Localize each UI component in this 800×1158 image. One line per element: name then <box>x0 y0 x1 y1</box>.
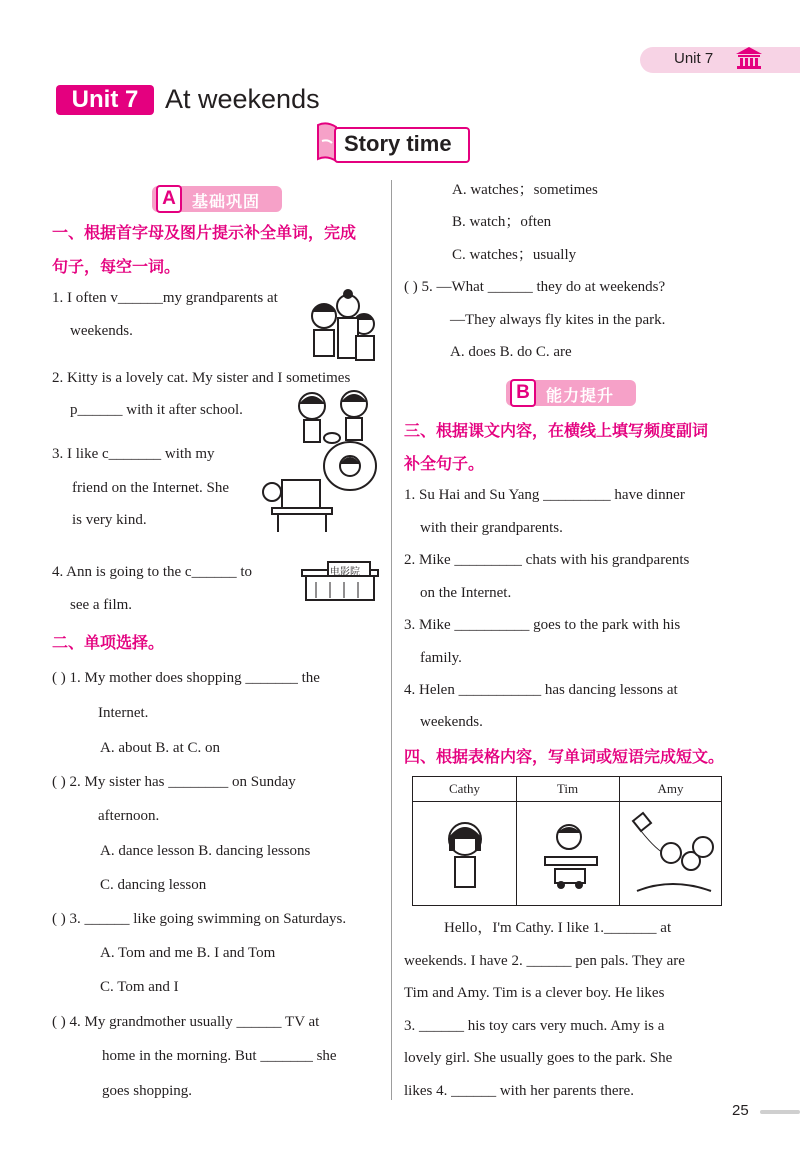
family-illustration <box>300 288 380 368</box>
p3-q3-line1: 3. Mike __________ goes to the park with his <box>404 617 681 633</box>
part3-heading: 三、根据课文内容，在横线上填写频度副词 <box>404 421 709 440</box>
p2-q5-options: A. does B. do C. are <box>450 344 572 360</box>
p2-q4-option-b: B. watch；often <box>452 214 552 230</box>
table-header-cathy: Cathy <box>448 781 481 796</box>
p2-q4-option-a: A. watches；sometimes <box>452 182 598 198</box>
p1-q4-line1: 4. Ann is going to the c______ to <box>52 564 252 580</box>
p4-line5: lovely girl. She usually goes to the park. She <box>404 1050 673 1066</box>
part4-heading: 四、根据表格内容，写单词或短语完成短文。 <box>404 747 725 766</box>
p3-q2-line2: on the Internet. <box>420 585 512 601</box>
cathy-reading-illustration <box>443 817 487 897</box>
p4-line6: likes 4. ______ with her parents there. <box>404 1083 634 1099</box>
p2-q4-line3: goes shopping. <box>102 1083 192 1099</box>
p3-q1-line2: with their grandparents. <box>420 520 563 536</box>
p2-q4-line1: ( ) 4. My grandmother usually ______ TV at <box>52 1014 320 1030</box>
section-b-title: 能力提升 <box>546 386 615 405</box>
building-icon <box>734 46 764 70</box>
p1-q3-line3: is very kind. <box>72 512 147 528</box>
p3-q3-line2: family. <box>420 650 462 666</box>
unit-tab-label: Unit 7 <box>674 50 714 67</box>
part2-heading: 二、单项选择。 <box>52 633 165 652</box>
activity-table <box>412 776 722 906</box>
p3-q4-line1: 4. Helen ___________ has dancing lessons at <box>404 682 678 698</box>
p2-q1-line2: Internet. <box>98 705 149 721</box>
p2-q4-option-c: C. watches；usually <box>452 247 577 263</box>
part1-heading: 一、根据首字母及图片提示补全单词，完成 <box>52 223 357 242</box>
p4-line4: 3. ______ his toy cars very much. Amy is a <box>404 1018 665 1034</box>
table-header-amy: Amy <box>657 781 684 796</box>
p2-q1-line1: ( ) 1. My mother does shopping _______ the <box>52 670 320 686</box>
p4-line1: Hello，I'm Cathy. I like 1._______ at <box>444 920 672 936</box>
section-b-letter: B <box>510 379 536 407</box>
girls-cat-illustration <box>292 386 382 446</box>
page-number: 25 <box>732 1102 749 1119</box>
tim-toy-cars-illustration <box>541 821 601 891</box>
section-a-letter: A <box>156 185 182 213</box>
p3-q1-line1: 1. Su Hai and Su Yang _________ have dinner <box>404 487 685 503</box>
p4-line3: Tim and Amy. Tim is a clever boy. He likes <box>404 985 665 1001</box>
p3-q2-line1: 2. Mike _________ chats with his grandparents <box>404 552 690 568</box>
p2-q4-line2: home in the morning. But _______ she <box>102 1048 337 1064</box>
p3-q4-line2: weekends. <box>420 714 483 730</box>
p1-q4-line2: see a film. <box>70 597 133 613</box>
table-header-tim: Tim <box>556 781 579 796</box>
section-a-title: 基础巩固 <box>192 192 261 211</box>
p2-q3-options: A. Tom and me B. I and Tom <box>100 945 276 961</box>
part1-heading-2: 句子，每空一词。 <box>52 257 181 276</box>
p1-q2-line1: 2. Kitty is a lovely cat. My sister and I sometimes <box>52 370 351 386</box>
subtitle: Story time <box>344 131 452 156</box>
p1-q3-line1: 3. I like c_______ with my <box>52 446 215 462</box>
p2-q1-options: A. about B. at C. on <box>100 740 220 756</box>
p4-line2: weekends. I have 2. ______ pen pals. They are <box>404 953 685 969</box>
page-bar <box>760 1110 800 1114</box>
p2-q2-line2: afternoon. <box>98 808 160 824</box>
column-divider <box>391 180 392 1100</box>
p2-q5-line2: —They always fly kites in the park. <box>450 312 666 328</box>
unit-tab <box>640 47 800 73</box>
p2-q3-line1: ( ) 3. ______ like going swimming on Saturdays. <box>52 911 347 927</box>
cinema-sign: 电影院 <box>330 567 360 578</box>
p2-q2-option-c: C. dancing lesson <box>100 877 207 893</box>
p1-q3-line2: friend on the Internet. She <box>72 480 230 496</box>
part3-heading-2: 补全句子。 <box>404 454 485 473</box>
p1-q1-line2: weekends. <box>70 323 133 339</box>
p2-q3-option-c: C. Tom and I <box>100 979 179 995</box>
p1-q1-line1: 1. I often v______my grandparents at <box>52 290 278 306</box>
p2-q2-options: A. dance lesson B. dancing lessons <box>100 843 311 859</box>
unit-badge: Unit 7 <box>56 85 154 115</box>
p2-q5-line1: ( ) 5. —What ______ they do at weekends? <box>404 279 666 295</box>
computer-chat-illustration <box>262 440 380 536</box>
p1-q2-line2: p______ with it after school. <box>70 402 243 418</box>
p2-q2-line1: ( ) 2. My sister has ________ on Sunday <box>52 774 296 790</box>
amy-kite-illustration <box>627 811 717 897</box>
page-title: At weekends <box>165 84 320 114</box>
